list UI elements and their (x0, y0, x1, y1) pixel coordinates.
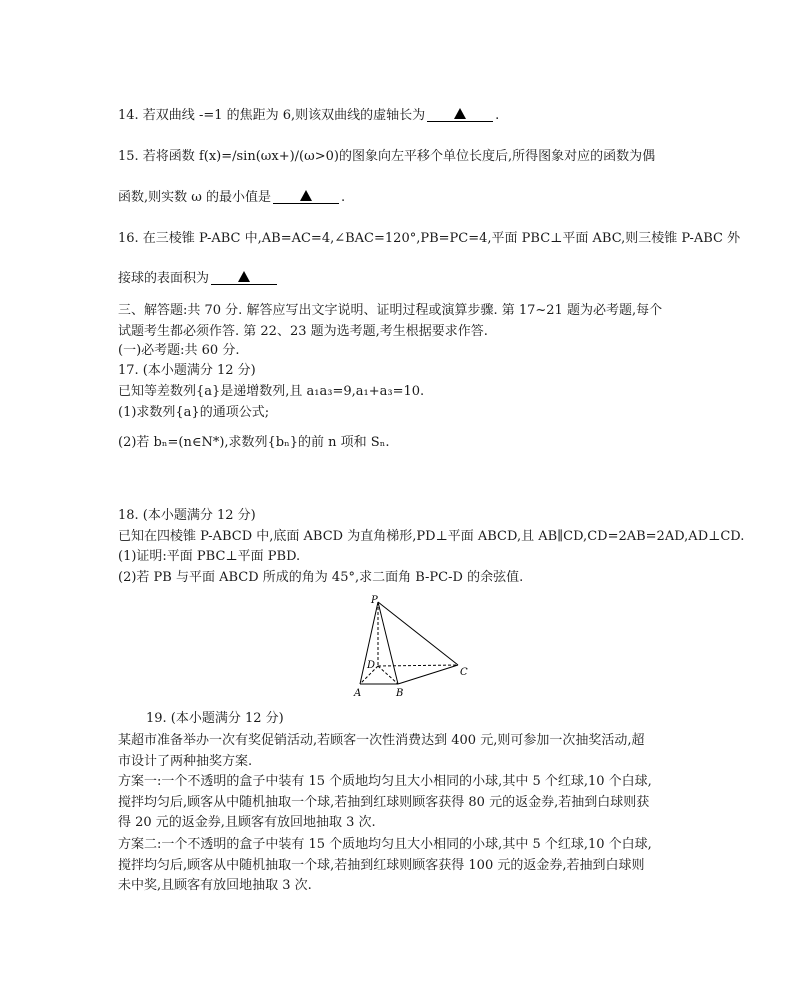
pyramid-diagram (345, 593, 475, 701)
vertex-label-p: P (371, 595, 378, 606)
question-18-title: 18. (本小题满分 12 分) (118, 508, 256, 523)
vertex-label-a: A (354, 688, 362, 699)
question-19-line5: 得 20 元的返金券,且顾客有放回地抽取 3 次. (118, 815, 376, 830)
triangle-icon (238, 271, 250, 282)
q15-text: 函数,则实数 ω 的最小值是 (118, 190, 271, 205)
question-19-line8: 未中奖,且顾客有放回地抽取 3 次. (118, 878, 312, 893)
question-18-part1: (1)证明:平面 PBC⊥平面 PBD. (118, 549, 301, 564)
section3-instructions-2: 试题考生都必须作答. 第 22、23 题为选考题,考生根据要求作答. (118, 324, 488, 339)
vertex-label-c: C (460, 667, 468, 678)
question-19-line6: 方案二:一个不透明的盒子中装有 15 个质地均匀且大小相同的小球,其中 5 个红球,10 个白球, (118, 837, 652, 852)
vertex-label-d: D (367, 660, 376, 671)
question-17-part2: (2)若 bₙ=(n∈N*),求数列{bₙ}的前 n 项和 Sₙ. (118, 435, 390, 450)
answer-blank (273, 189, 339, 204)
question-15-line2 (118, 189, 345, 207)
question-19-title: 19. (本小题满分 12 分) (146, 711, 284, 726)
question-19-line3: 方案一:一个不透明的盒子中装有 15 个质地均匀且大小相同的小球,其中 5 个红球,10 个白球, (118, 774, 652, 789)
vertex-label-b: B (396, 688, 404, 699)
question-16-line2 (118, 270, 279, 288)
question-15-line1: 15. 若将函数 f(x)=/sin(ωx+)/(ω>0)的图象向左平移个单位长度后,所得图象对应的函数为偶 (118, 149, 656, 164)
triangle-icon (454, 108, 466, 119)
section3-instructions-3: (一)必考题:共 60 分. (118, 343, 240, 358)
question-19-line1: 某超市准备举办一次有奖促销活动,若顾客一次性消费达到 400 元,则可参加一次抽奖活动,超 (118, 733, 645, 748)
question-17-part1: (1)求数列{a}的通项公式; (118, 405, 270, 420)
section3-instructions-1: 三、解答题:共 70 分. 解答应写出文字说明、证明过程或演算步骤. 第 17~21 题为必考题,每个 (118, 303, 663, 318)
question-19-line7: 搅拌均匀后,顾客从中随机抽取一个球,若抽到红球则顾客获得 100 元的返金券,若抽到白球则 (118, 858, 645, 873)
question-17-stem: 已知等差数列{a}是递增数列,且 a₁a₃=9,a₁+a₃=10. (118, 384, 425, 399)
question-19-line4: 搅拌均匀后,顾客从中随机抽取一个球,若抽到红球则顾客获得 80 元的返金券,若抽到白球则获 (118, 795, 650, 810)
question-16-line1: 16. 在三棱锥 P-ABC 中,AB=AC=4,∠BAC=120°,PB=PC=4,平面 PBC⊥平面 ABC,则三棱锥 P-ABC 外 (118, 231, 741, 246)
question-19-line2: 市设计了两种抽奖方案. (118, 754, 253, 769)
q15-period: . (341, 190, 346, 205)
pyramid-figure (345, 593, 475, 705)
question-14 (118, 107, 499, 125)
triangle-icon (300, 190, 312, 201)
answer-blank (211, 270, 277, 285)
q14-period: . (495, 108, 500, 123)
answer-blank (427, 107, 493, 122)
q14-text: 14. 若双曲线 -=1 的焦距为 6,则该双曲线的虚轴长为 (118, 108, 426, 123)
question-18-part2: (2)若 PB 与平面 ABCD 所成的角为 45°,求二面角 B-PC-D 的余弦值. (118, 570, 524, 585)
question-17-title: 17. (本小题满分 12 分) (118, 363, 256, 378)
q16-text: 接球的表面积为 (118, 271, 210, 286)
question-18-stem: 已知在四棱锥 P-ABCD 中,底面 ABCD 为直角梯形,PD⊥平面 ABCD,且 AB∥CD,CD=2AB=2AD,AD⊥CD. (118, 529, 745, 544)
